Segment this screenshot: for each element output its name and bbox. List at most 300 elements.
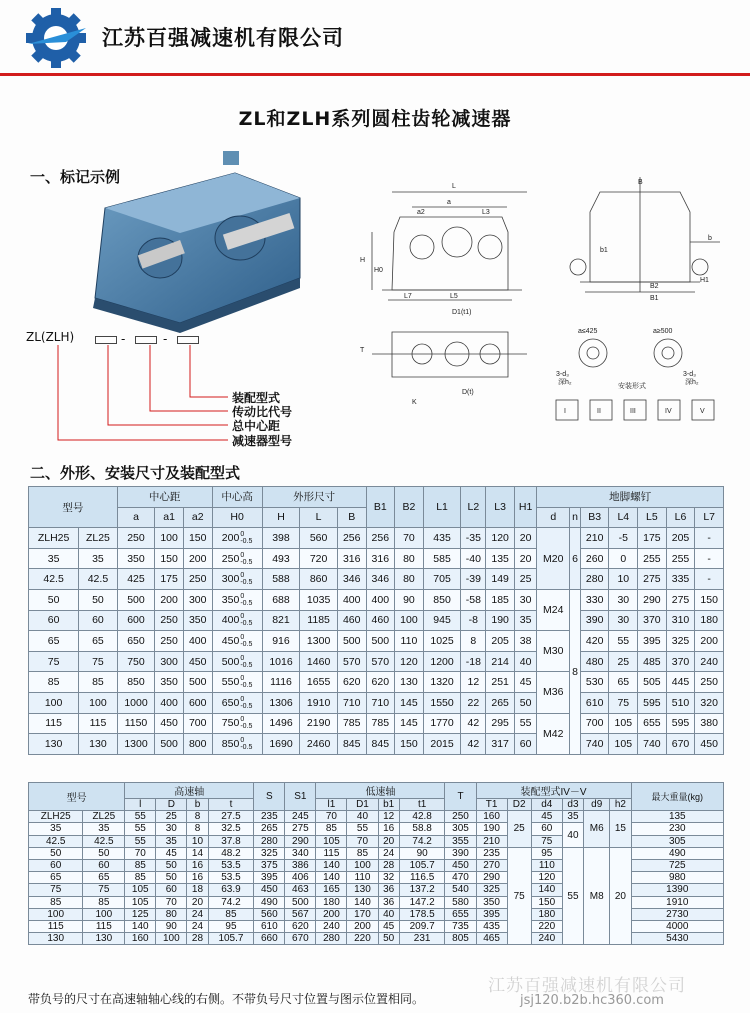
- svg-text:b: b: [708, 235, 712, 242]
- tol-top: 0: [240, 716, 245, 724]
- cell-r0-c11: 435: [423, 528, 461, 549]
- cell-r7-c17: 505: [638, 672, 667, 693]
- cell-r7-c18: 445: [666, 672, 695, 693]
- d3-group: 55: [562, 847, 583, 945]
- cell-r6-c12: -18: [461, 651, 486, 672]
- svg-text:L: L: [452, 183, 456, 190]
- cell2-r10-c13: 465: [476, 933, 507, 945]
- cell-r9-c10: 145: [395, 713, 424, 734]
- cell-r4-c8: 460: [337, 610, 366, 631]
- cell2-r10-c7: 670: [285, 933, 316, 945]
- cell2-r0-c6: 235: [254, 811, 285, 823]
- cell-r5-c7: 1300: [300, 631, 338, 652]
- cell2-r8-c10: 40: [378, 908, 399, 920]
- cell2-r1-c7: 275: [285, 823, 316, 835]
- cell-r10-c8: 845: [337, 734, 366, 755]
- table-row: [29, 631, 724, 652]
- cell-r0-c3: 100: [155, 528, 184, 549]
- cell-r5-c3: 250: [155, 631, 184, 652]
- cell2-r4-c9: 100: [347, 859, 378, 871]
- D2-group: 25: [507, 811, 531, 848]
- cell-r10-c17: 740: [638, 734, 667, 755]
- hole-label-d3-b: 3-d₃: [683, 371, 696, 378]
- cell2-r7-d4: 150: [531, 896, 562, 908]
- cell2-r8-c12: 655: [445, 908, 476, 920]
- tol-top: 0: [240, 572, 245, 580]
- company-logo-icon: [22, 8, 94, 68]
- cell2-r8-c13: 395: [476, 908, 507, 920]
- cell-r2-c17: 275: [638, 569, 667, 590]
- cell-r7-c10: 130: [395, 672, 424, 693]
- cell-r6-c9: 570: [366, 651, 395, 672]
- cell2-r4-weight: 725: [631, 859, 723, 871]
- cell-r7-c19: 250: [695, 672, 724, 693]
- cell-r6-c7: 1460: [300, 651, 338, 672]
- cell-r8-c6: 1306: [262, 692, 300, 713]
- cell-r5-c18: 325: [666, 631, 695, 652]
- cell2-r2-c13: 210: [476, 835, 507, 847]
- cell-r3-c16: 30: [609, 589, 638, 610]
- cell-r4-c6: 821: [262, 610, 300, 631]
- cell2-r8-c2: 125: [125, 908, 156, 920]
- watermark-url: jsj120.b2b.hc360.com: [520, 993, 664, 1008]
- bolt-n-group: 8: [570, 589, 581, 754]
- cell-r7-c12: 12: [461, 672, 486, 693]
- cell-r3-c10: 90: [395, 589, 424, 610]
- cell-r5-c14: 38: [514, 631, 536, 652]
- sub-form-h2: h2: [610, 799, 631, 811]
- svg-text:T: T: [360, 347, 365, 354]
- tol-bot: -0.5: [240, 558, 253, 566]
- cell-r7-c6: 1116: [262, 672, 300, 693]
- cell2-r5-c4: 16: [187, 872, 208, 884]
- cell-r3-c5: [212, 589, 262, 610]
- cell-r1-c11: 585: [423, 548, 461, 569]
- cell-r0-c10: 70: [395, 528, 424, 549]
- cell-r3-c17: 290: [638, 589, 667, 610]
- cell-r8-c14: 50: [514, 692, 536, 713]
- h0-value: 300: [221, 572, 240, 585]
- cell2-r7-c5: 74.2: [208, 896, 254, 908]
- cell-r10-c9: 845: [366, 734, 395, 755]
- cell-r1-c4: 200: [183, 548, 212, 569]
- cell-r5-c15: 420: [580, 631, 609, 652]
- h0-tolerance: [240, 675, 252, 689]
- cell2-r9-c6: 610: [254, 920, 285, 932]
- sub-H: H: [262, 507, 300, 528]
- cell2-r2-c11: 74.2: [399, 835, 445, 847]
- cell2-r0-c5: 27.5: [208, 811, 254, 823]
- col-center-distance: 中心距: [117, 487, 212, 508]
- cell-r9-c7: 2190: [300, 713, 338, 734]
- h0-tolerance: [240, 552, 252, 566]
- sub-a1: a1: [155, 507, 184, 528]
- cell2-r5-c3: 50: [156, 872, 187, 884]
- cell2-r5-c1: 65: [83, 872, 125, 884]
- cell-r1-c14: 20: [514, 548, 536, 569]
- sub-L7: L7: [695, 507, 724, 528]
- cell-r10-c19: 450: [695, 734, 724, 755]
- cell-r4-c0: 60: [29, 610, 79, 631]
- cell2-r8-d4: 180: [531, 908, 562, 920]
- cell-r10-c5: [212, 734, 262, 755]
- cell2-r2-c2: 55: [125, 835, 156, 847]
- legend-assembly-form: 装配型式: [232, 391, 281, 405]
- cell-r2-c1: 42.5: [79, 569, 118, 590]
- cell-r8-c9: 710: [366, 692, 395, 713]
- cell-r6-c3: 300: [155, 651, 184, 672]
- bolt-d-group: M42: [537, 713, 570, 754]
- cell-r3-c2: 500: [117, 589, 155, 610]
- cell2-r10-c0: 130: [29, 933, 83, 945]
- cell2-r2-weight: 305: [631, 835, 723, 847]
- section-heading-marking: 一、标记示例: [30, 168, 121, 186]
- h0-value: 500: [221, 655, 240, 668]
- tol-top: 0: [240, 675, 245, 683]
- tol-top: 0: [240, 592, 245, 600]
- cell2-r10-c10: 50: [378, 933, 399, 945]
- cell-r2-c16: 10: [609, 569, 638, 590]
- h0-value: 400: [221, 614, 240, 627]
- legend-ratio-code: 传动比代号: [232, 405, 293, 419]
- cell2-r10-c2: 160: [125, 933, 156, 945]
- cell-r7-c8: 620: [337, 672, 366, 693]
- cell-r6-c13: 214: [486, 651, 515, 672]
- cell-r1-c10: 80: [395, 548, 424, 569]
- h0-value: 250: [221, 552, 240, 565]
- cell2-r1-c3: 30: [156, 823, 187, 835]
- h0-tolerance: [240, 613, 252, 627]
- cell2-r3-weight: 490: [631, 847, 723, 859]
- cell2-r2-c9: 70: [347, 835, 378, 847]
- cell-r1-c19: -: [695, 548, 724, 569]
- cell2-r10-weight: 5430: [631, 933, 723, 945]
- col-assembly-form: 装配型式IV－V: [476, 783, 631, 799]
- cell2-r1-c11: 58.8: [399, 823, 445, 835]
- cell2-r5-c9: 110: [347, 872, 378, 884]
- col-L1: L1: [423, 487, 461, 528]
- cell-r6-c1: 75: [79, 651, 118, 672]
- sub-form-d3: d3: [562, 799, 583, 811]
- h0-value: 750: [221, 717, 240, 730]
- hole-label-h2-b: 深h₂: [685, 379, 699, 386]
- bolt-d-group: M24: [537, 589, 570, 630]
- col-low-speed-shaft: 低速轴: [316, 783, 445, 799]
- tol-top: 0: [240, 654, 245, 662]
- cell-r1-c16: 0: [609, 548, 638, 569]
- cell-r9-c11: 1770: [423, 713, 461, 734]
- tol-bot: -0.5: [240, 640, 253, 648]
- header-divider: [0, 73, 750, 76]
- cell-r0-c2: 250: [117, 528, 155, 549]
- cell2-r3-c13: 235: [476, 847, 507, 859]
- col-model: 型号: [29, 487, 118, 528]
- cell2-r9-c5: 95: [208, 920, 254, 932]
- cell2-r3-c8: 115: [316, 847, 347, 859]
- cell2-r8-c0: 100: [29, 908, 83, 920]
- cell2-r9-c7: 620: [285, 920, 316, 932]
- cell-r2-c9: 346: [366, 569, 395, 590]
- cell-r3-c3: 200: [155, 589, 184, 610]
- cell-r3-c18: 275: [666, 589, 695, 610]
- cell-r10-c15: 740: [580, 734, 609, 755]
- hole-and-mounting-drawing: [548, 318, 728, 438]
- svg-text:D(t): D(t): [462, 389, 474, 396]
- cell-r5-c19: 200: [695, 631, 724, 652]
- cell2-r3-c0: 50: [29, 847, 83, 859]
- cell2-r10-d4: 240: [531, 933, 562, 945]
- col-max-weight: 最大重量(kg): [631, 783, 723, 811]
- cell-r3-c13: 185: [486, 589, 515, 610]
- cell-r1-c13: 135: [486, 548, 515, 569]
- cell2-r7-c2: 105: [125, 896, 156, 908]
- cell2-r0-c3: 25: [156, 811, 187, 823]
- sub-L4: L4: [609, 507, 638, 528]
- svg-text:B: B: [638, 179, 643, 186]
- cell-r0-c14: 20: [514, 528, 536, 549]
- cell-r2-c19: -: [695, 569, 724, 590]
- cell2-r4-c7: 386: [285, 859, 316, 871]
- table-row: [29, 548, 724, 569]
- cell2-r6-c1: 75: [83, 884, 125, 896]
- cell-r4-c4: 350: [183, 610, 212, 631]
- cell-r10-c16: 105: [609, 734, 638, 755]
- tol-bot: -0.5: [240, 599, 253, 607]
- tol-top: 0: [240, 530, 245, 538]
- cell2-r7-weight: 1910: [631, 896, 723, 908]
- sub-L: L: [300, 507, 338, 528]
- col-high-speed-shaft: 高速轴: [125, 783, 254, 799]
- tol-bot: -0.5: [240, 743, 253, 751]
- d9-group: M6: [584, 811, 610, 848]
- hole-label-h2-a: 深h₂: [558, 379, 572, 386]
- cell-r2-c18: 335: [666, 569, 695, 590]
- cell-r8-c8: 710: [337, 692, 366, 713]
- cell2-r6-c7: 463: [285, 884, 316, 896]
- cell-r7-c0: 85: [29, 672, 79, 693]
- col-B1: B1: [366, 487, 395, 528]
- cell2-r3-c11: 90: [399, 847, 445, 859]
- cell2-r4-c3: 50: [156, 859, 187, 871]
- cell-r5-c8: 500: [337, 631, 366, 652]
- code-box-2: [135, 336, 157, 344]
- cell-r3-c1: 50: [79, 589, 118, 610]
- cell2-r1-c4: 8: [187, 823, 208, 835]
- cell2-r6-c6: 450: [254, 884, 285, 896]
- cell-r7-c4: 500: [183, 672, 212, 693]
- cell-r4-c3: 250: [155, 610, 184, 631]
- cell-r2-c13: 149: [486, 569, 515, 590]
- table-row: [29, 692, 724, 713]
- cell2-r8-c3: 80: [156, 908, 187, 920]
- cell-r8-c4: 600: [183, 692, 212, 713]
- cell2-r5-c10: 32: [378, 872, 399, 884]
- cell2-r1-c6: 265: [254, 823, 285, 835]
- cell2-r3-d4: 95: [531, 847, 562, 859]
- table-row: [29, 713, 724, 734]
- cell-r0-c7: 560: [300, 528, 338, 549]
- cell-r4-c11: 945: [423, 610, 461, 631]
- cell2-r2-c7: 290: [285, 835, 316, 847]
- cell2-r4-c0: 60: [29, 859, 83, 871]
- cell-r4-c2: 600: [117, 610, 155, 631]
- cell-r9-c18: 595: [666, 713, 695, 734]
- cell-r2-c6: 588: [262, 569, 300, 590]
- d3-group: 35: [562, 811, 583, 823]
- cell-r8-c19: 320: [695, 692, 724, 713]
- sub-n: n: [570, 507, 581, 528]
- svg-text:H1: H1: [700, 277, 709, 284]
- cell2-r5-c12: 470: [445, 872, 476, 884]
- cell-r9-c17: 655: [638, 713, 667, 734]
- cell2-r4-c4: 16: [187, 859, 208, 871]
- cell-r1-c9: 316: [366, 548, 395, 569]
- cell2-r9-weight: 4000: [631, 920, 723, 932]
- h0-tolerance: [240, 716, 252, 730]
- front-top-view-drawing: [352, 172, 532, 412]
- cell-r4-c7: 1185: [300, 610, 338, 631]
- cell-r9-c14: 55: [514, 713, 536, 734]
- cell2-r8-weight: 2730: [631, 908, 723, 920]
- cell2-r9-c2: 140: [125, 920, 156, 932]
- table-row: [29, 811, 724, 823]
- cell-r7-c14: 45: [514, 672, 536, 693]
- shaft-table: [28, 782, 724, 945]
- cell2-r9-c4: 24: [187, 920, 208, 932]
- cell2-r3-c7: 340: [285, 847, 316, 859]
- h0-tolerance: [240, 634, 252, 648]
- svg-text:H0: H0: [374, 267, 383, 274]
- cell-r6-c17: 485: [638, 651, 667, 672]
- sub-B3: B3: [580, 507, 609, 528]
- cell2-r4-d4: 110: [531, 859, 562, 871]
- document-title: ZL和ZLH系列圆柱齿轮减速器: [238, 108, 512, 130]
- cell2-r2-d4: 75: [531, 835, 562, 847]
- cell-r6-c15: 480: [580, 651, 609, 672]
- cell2-r7-c1: 85: [83, 896, 125, 908]
- cell2-r0-d4: 45: [531, 811, 562, 823]
- cell2-r1-c5: 32.5: [208, 823, 254, 835]
- cell-r1-c1: 35: [79, 548, 118, 569]
- cell2-r9-c1: 115: [83, 920, 125, 932]
- cell-r2-c7: 860: [300, 569, 338, 590]
- cell2-r9-c12: 735: [445, 920, 476, 932]
- cell2-r1-c10: 16: [378, 823, 399, 835]
- sub-form-T1: T1: [476, 799, 507, 811]
- cell2-r4-c10: 28: [378, 859, 399, 871]
- cell2-r9-c11: 209.7: [399, 920, 445, 932]
- cell-r9-c16: 105: [609, 713, 638, 734]
- tol-bot: -0.5: [240, 702, 253, 710]
- mount-form-5: V: [700, 408, 705, 415]
- cell2-r5-weight: 980: [631, 872, 723, 884]
- cell2-r0-c9: 40: [347, 811, 378, 823]
- cell2-r8-c9: 170: [347, 908, 378, 920]
- cell2-r5-c8: 140: [316, 872, 347, 884]
- cell-r5-c10: 110: [395, 631, 424, 652]
- h2-group: 20: [610, 847, 631, 945]
- cell-r0-c18: 205: [666, 528, 695, 549]
- cell2-r1-weight: 230: [631, 823, 723, 835]
- cell2-r2-c6: 280: [254, 835, 285, 847]
- table-row: [29, 528, 724, 549]
- cell-r3-c6: 688: [262, 589, 300, 610]
- cell2-r0-c12: 250: [445, 811, 476, 823]
- table-row: [29, 847, 724, 859]
- cell-r1-c7: 720: [300, 548, 338, 569]
- hole-label-a-le: a≤425: [578, 328, 598, 335]
- cell2-r2-c10: 20: [378, 835, 399, 847]
- h0-value: 350: [221, 593, 240, 606]
- h0-tolerance: [240, 655, 252, 669]
- tol-top: 0: [240, 633, 245, 641]
- cell-r9-c2: 1150: [117, 713, 155, 734]
- cell-r3-c4: 300: [183, 589, 212, 610]
- cell-r8-c12: 22: [461, 692, 486, 713]
- cell-r4-c12: -8: [461, 610, 486, 631]
- cell-r3-c7: 1035: [300, 589, 338, 610]
- cell-r2-c15: 280: [580, 569, 609, 590]
- tol-top: 0: [240, 551, 245, 559]
- cell-r7-c2: 850: [117, 672, 155, 693]
- svg-text:H: H: [360, 257, 366, 264]
- cell-r7-c5: [212, 672, 262, 693]
- cell-r4-c18: 310: [666, 610, 695, 631]
- cell2-r10-c4: 28: [187, 933, 208, 945]
- cell-r9-c4: 700: [183, 713, 212, 734]
- cell-r5-c17: 395: [638, 631, 667, 652]
- cell-r4-c10: 100: [395, 610, 424, 631]
- cell2-r0-c4: 8: [187, 811, 208, 823]
- cell-r9-c19: 380: [695, 713, 724, 734]
- mount-form-2: II: [597, 408, 601, 415]
- cell-r1-c5: [212, 548, 262, 569]
- cell2-r8-c6: 560: [254, 908, 285, 920]
- cell2-r3-c1: 50: [83, 847, 125, 859]
- cell2-r6-c13: 325: [476, 884, 507, 896]
- sub-H0: H0: [212, 507, 262, 528]
- cell-r7-c3: 350: [155, 672, 184, 693]
- table-row: [29, 610, 724, 631]
- cell-r6-c0: 75: [29, 651, 79, 672]
- cell-r4-c1: 60: [79, 610, 118, 631]
- sub-low-b1: b1: [378, 799, 399, 811]
- cell2-r7-c4: 20: [187, 896, 208, 908]
- cell2-r1-c9: 55: [347, 823, 378, 835]
- cell2-r7-c11: 147.2: [399, 896, 445, 908]
- cell2-r7-c13: 350: [476, 896, 507, 908]
- cell-r3-c9: 400: [366, 589, 395, 610]
- code-box-1: [95, 336, 117, 344]
- cell2-r4-c11: 105.7: [399, 859, 445, 871]
- cell-r7-c9: 620: [366, 672, 395, 693]
- col-B2: B2: [395, 487, 424, 528]
- cell-r10-c13: 317: [486, 734, 515, 755]
- cell2-r8-c8: 200: [316, 908, 347, 920]
- cell-r1-c2: 350: [117, 548, 155, 569]
- code-dash-2: -: [163, 332, 168, 346]
- cell-r7-c16: 65: [609, 672, 638, 693]
- cell2-r9-c0: 115: [29, 920, 83, 932]
- sub-low-t1: t1: [399, 799, 445, 811]
- cell2-r8-c1: 100: [83, 908, 125, 920]
- cell2-r10-c1: 130: [83, 933, 125, 945]
- cell2-r0-c0: ZLH25: [29, 811, 83, 823]
- cell-r3-c11: 850: [423, 589, 461, 610]
- hole-label-d3-a: 3-d₃: [556, 371, 569, 378]
- h0-value: 650: [221, 696, 240, 709]
- cell2-r4-c6: 375: [254, 859, 285, 871]
